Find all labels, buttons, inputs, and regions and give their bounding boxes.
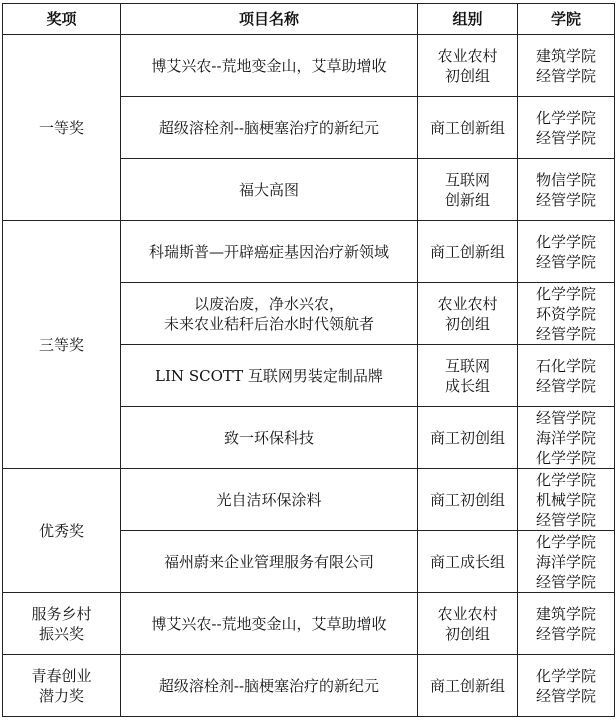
group-cell: 农业农村 初创组	[418, 283, 518, 345]
table-row	[3, 221, 615, 283]
header-college: 学院	[518, 4, 615, 35]
group-cell: 商工创新组	[418, 97, 518, 159]
header-row	[3, 4, 615, 35]
college-cell: 物信学院 经管学院	[518, 159, 615, 221]
award-cell: 三等奖	[3, 221, 121, 469]
group-cell: 商工初创组	[418, 407, 518, 469]
college-cell: 化学学院 环资学院 经管学院	[518, 283, 615, 345]
group-cell: 互联网 成长组	[418, 345, 518, 407]
table-row	[3, 593, 615, 655]
award-cell: 青春创业 潜力奖	[3, 655, 121, 717]
college-cell: 建筑学院 经管学院	[518, 35, 615, 97]
project-cell: 福州蔚来企业管理服务有限公司	[121, 531, 418, 593]
award-cell: 服务乡村 振兴奖	[3, 593, 121, 655]
project-cell: LIN SCOTT 互联网男装定制品牌	[121, 345, 418, 407]
group-cell: 商工创新组	[418, 655, 518, 717]
college-cell: 建筑学院 经管学院	[518, 593, 615, 655]
table-row	[3, 469, 615, 531]
project-cell: 光自洁环保涂料	[121, 469, 418, 531]
college-cell: 化学学院 海洋学院 经管学院	[518, 531, 615, 593]
group-cell: 商工初创组	[418, 469, 518, 531]
table-row	[3, 35, 615, 97]
college-cell: 化学学院 经管学院	[518, 97, 615, 159]
project-cell: 博艾兴农--荒地变金山，艾草助增收	[121, 593, 418, 655]
awards-table	[2, 3, 615, 717]
group-cell: 农业农村 初创组	[418, 593, 518, 655]
college-cell: 石化学院 经管学院	[518, 345, 615, 407]
college-cell: 化学学院 经管学院	[518, 655, 615, 717]
header-project: 项目名称	[121, 4, 418, 35]
table-row	[3, 655, 615, 717]
college-cell: 经管学院 海洋学院 化学学院	[518, 407, 615, 469]
project-cell: 博艾兴农--荒地变金山，艾草助增收	[121, 35, 418, 97]
group-cell: 农业农村 初创组	[418, 35, 518, 97]
project-cell: 以废治废，净水兴农， 未来农业秸秆后治水时代领航者	[121, 283, 418, 345]
award-cell: 一等奖	[3, 35, 121, 221]
college-cell: 化学学院 经管学院	[518, 221, 615, 283]
project-cell: 超级溶栓剂--脑梗塞治疗的新纪元	[121, 655, 418, 717]
header-award: 奖项	[3, 4, 121, 35]
college-cell: 化学学院 机械学院 经管学院	[518, 469, 615, 531]
group-cell: 互联网 创新组	[418, 159, 518, 221]
header-group: 组别	[418, 4, 518, 35]
project-cell: 超级溶栓剂--脑梗塞治疗的新纪元	[121, 97, 418, 159]
group-cell: 商工创新组	[418, 221, 518, 283]
project-cell: 致一环保科技	[121, 407, 418, 469]
group-cell: 商工成长组	[418, 531, 518, 593]
project-cell: 福大高图	[121, 159, 418, 221]
project-cell: 科瑞斯普—开辟癌症基因治疗新领域	[121, 221, 418, 283]
award-cell: 优秀奖	[3, 469, 121, 593]
